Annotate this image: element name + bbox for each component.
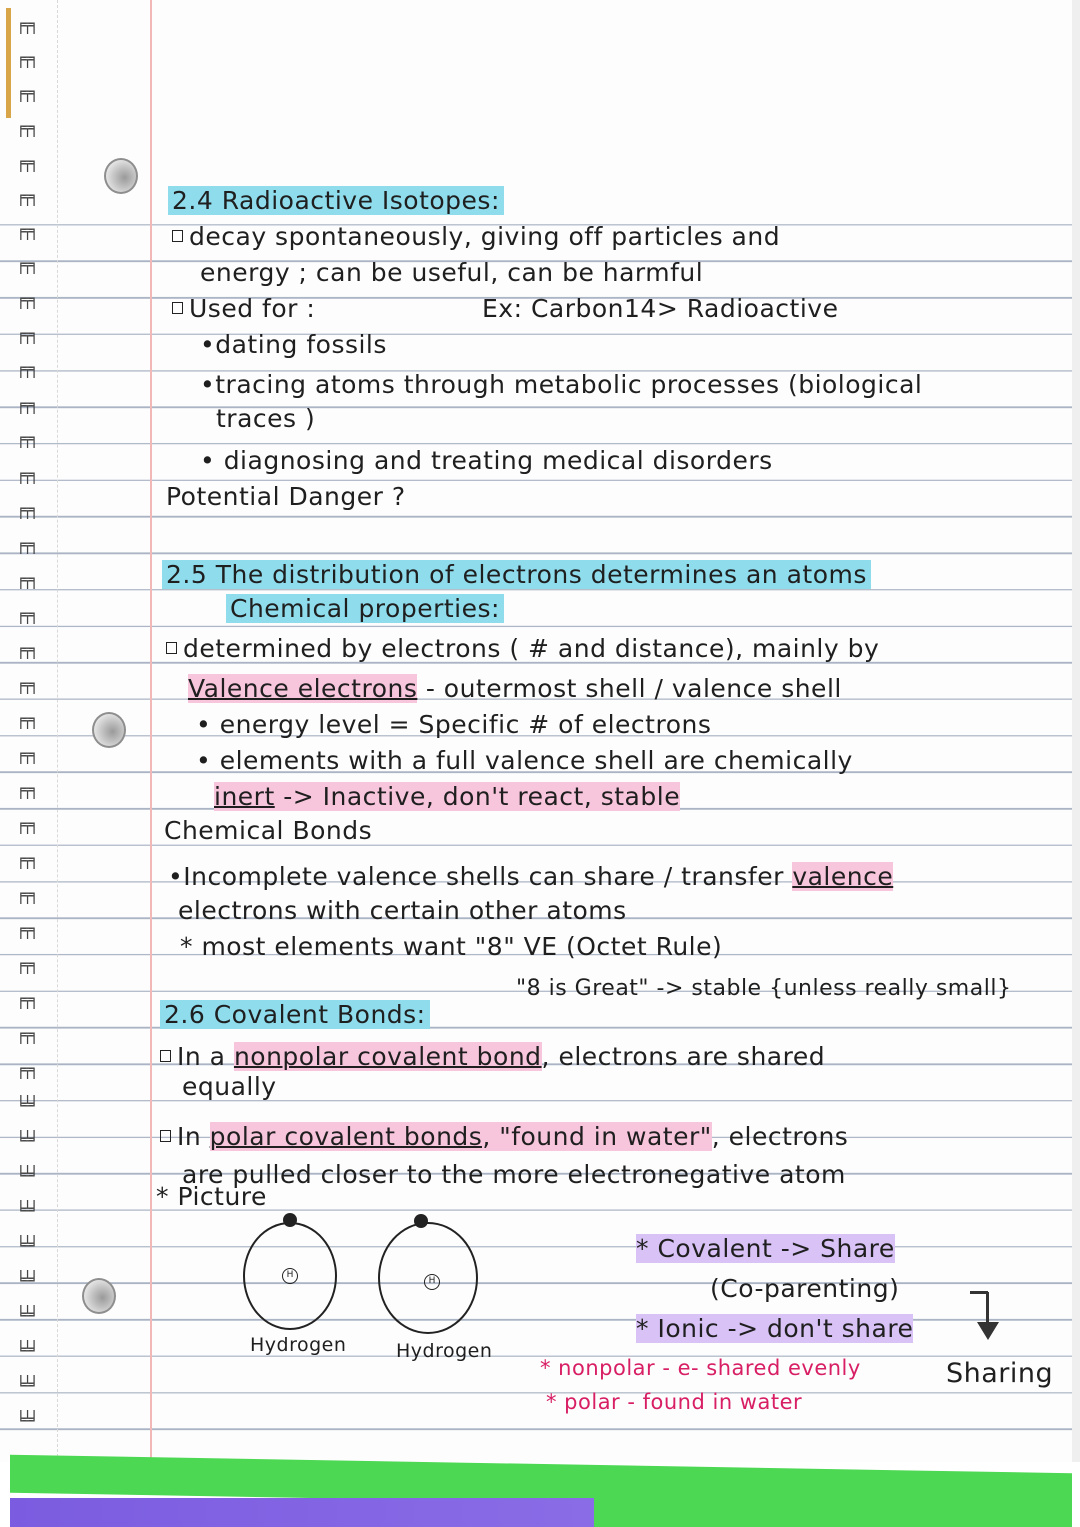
- margin-line: [150, 0, 152, 1462]
- polar-term: polar covalent bonds: [209, 1122, 483, 1151]
- section-heading-2-6: 2.6 Covalent Bonds:: [160, 1000, 430, 1029]
- nucleus-icon: H: [424, 1274, 440, 1290]
- checkbox-icon: [160, 1130, 171, 1142]
- spiral-coil-icon: ╒╤╕: [16, 255, 36, 274]
- perforation-line: [57, 0, 58, 1462]
- arrow-icon: [986, 1292, 989, 1326]
- checkbox-icon: [172, 230, 183, 242]
- spiral-coil-icon: ╒╤╕: [16, 1025, 36, 1044]
- bullet-item: • diagnosing and treating medical disorders: [200, 446, 773, 475]
- spiral-coil-icon: ╒╤╕: [16, 290, 36, 309]
- spiral-coil-icon: ╒╤╕: [16, 815, 36, 834]
- subheading-chemical-bonds: Chemical Bonds: [164, 816, 373, 845]
- note-line: Valence electrons - outermost shell / valence shell: [188, 674, 842, 703]
- spiral-coil-icon: ╒╤╕: [16, 465, 36, 484]
- note-line: decay spontaneously, giving off particles and: [172, 222, 780, 251]
- atom-label: Hydrogen: [250, 1334, 347, 1356]
- ionic-note: * Ionic -> don't share: [636, 1314, 914, 1343]
- spiral-coil-icon: ╘╧╛: [16, 1375, 36, 1394]
- spiral-coil-icon: ╒╤╕: [16, 325, 36, 344]
- note-line: In a nonpolar covalent bond, electrons are shared: [160, 1042, 825, 1071]
- spiral-coil-icon: ╒╤╕: [16, 605, 36, 624]
- spiral-coil-icon: ╒╤╕: [16, 153, 36, 172]
- octet-note: * most elements want "8" VE (Octet Rule): [180, 932, 723, 961]
- note-line: determined by electrons ( # and distance), mainly by: [166, 634, 879, 663]
- section-heading-2-5: 2.5 The distribution of electrons determines an atoms: [162, 560, 871, 589]
- spiral-coil-icon: ╒╤╕: [16, 83, 36, 102]
- note-line: are pulled closer to the more electronegative atom: [182, 1160, 846, 1189]
- spiral-coil-icon: ╒╤╕: [16, 49, 36, 68]
- note-line: In polar covalent bonds, "found in water", electrons: [160, 1122, 848, 1151]
- spiral-coil-icon: ╒╤╕: [16, 885, 36, 904]
- polar-side-note: * polar - found in water: [546, 1390, 803, 1414]
- spiral-coil-icon: ╒╤╕: [16, 640, 36, 659]
- checkbox-icon: [166, 642, 177, 654]
- punch-hole-icon: [104, 158, 138, 194]
- section-heading-2-5-cont: Chemical properties:: [226, 594, 504, 623]
- note-line: electrons with certain other atoms: [178, 896, 627, 925]
- binding-strip: [6, 8, 11, 118]
- spiral-coil-icon: ╒╤╕: [16, 500, 36, 519]
- spiral-coil-icon: ╒╤╕: [16, 920, 36, 939]
- note-line: inert -> Inactive, don't react, stable: [214, 782, 681, 811]
- spiral-coil-icon: ╒╤╕: [16, 780, 36, 799]
- bullet-item: •dating fossils: [200, 330, 387, 359]
- section-heading-2-4: 2.4 Radioactive Isotopes:: [168, 186, 504, 215]
- valence-term: valence: [792, 862, 894, 891]
- nonpolar-term: nonpolar covalent bond: [233, 1042, 542, 1071]
- bullet-item: •tracing atoms through metabolic processes (biological: [200, 370, 923, 399]
- question-note: Potential Danger ?: [166, 482, 406, 511]
- spiral-coil-icon: ╒╤╕: [16, 955, 36, 974]
- spiral-coil-icon: ╒╤╕: [16, 990, 36, 1009]
- checkbox-icon: [172, 302, 183, 314]
- picture-note: * Picture: [156, 1182, 267, 1211]
- coparenting-note: (Co-parenting): [710, 1274, 900, 1303]
- bullet-item: • elements with a full valence shell are chemically: [196, 746, 853, 775]
- spiral-coil-icon: ╒╤╕: [16, 429, 36, 448]
- arrow-down-icon: [977, 1322, 999, 1340]
- bullet-item: • energy level = Specific # of electrons: [196, 710, 712, 739]
- spiral-coil-icon: ╒╤╕: [16, 710, 36, 729]
- spiral-coil-icon: ╘╧╛: [16, 1305, 36, 1324]
- spiral-coil-icon: ╒╤╕: [16, 221, 36, 240]
- nonpolar-side-note: * nonpolar - e- shared evenly: [540, 1356, 861, 1380]
- spiral-coil-icon: ╘╧╛: [16, 1270, 36, 1289]
- spiral-coil-icon: ╒╤╕: [16, 187, 36, 206]
- spiral-coil-icon: ╒╤╕: [16, 675, 36, 694]
- spiral-coil-icon: ╒╤╕: [16, 745, 36, 764]
- spiral-coil-icon: ╘╧╛: [16, 1410, 36, 1429]
- note-line: energy ; can be useful, can be harmful: [200, 258, 704, 287]
- spiral-coil-icon: ╒╤╕: [16, 850, 36, 869]
- spiral-coil-icon: ╒╤╕: [16, 570, 36, 589]
- spiral-coil-icon: ╘╧╛: [16, 1340, 36, 1359]
- note-line: Used for :: [172, 294, 315, 323]
- octet-mnemonic: "8 is Great" -> stable {unless really small}: [516, 976, 1012, 1001]
- spiral-coil-icon: ╒╤╕: [16, 535, 36, 554]
- electron-icon: [414, 1214, 428, 1228]
- spiral-binding: [0, 0, 52, 1462]
- spiral-coil-icon: ╒╤╕: [16, 15, 36, 34]
- electron-icon: [283, 1213, 297, 1227]
- spiral-coil-icon: ╒╤╕: [16, 1060, 36, 1079]
- nucleus-icon: H: [282, 1268, 298, 1284]
- spiral-coil-icon: ╒╤╕: [16, 395, 36, 414]
- valence-term: Valence electrons: [188, 674, 418, 703]
- notebook-divider-purple: [10, 1498, 1072, 1527]
- covalent-note: * Covalent -> Share: [636, 1234, 895, 1263]
- sharing-note: Sharing: [946, 1358, 1054, 1389]
- spiral-coil-icon: ╒╤╕: [16, 118, 36, 137]
- spiral-coil-icon: ╒╤╕: [16, 359, 36, 378]
- inert-term: inert: [214, 782, 275, 811]
- note-line: •Incomplete valence shells can share / transfer valence: [168, 862, 894, 891]
- spiral-coil-icon: ╘╧╛: [16, 1200, 36, 1219]
- spiral-coil-icon: ╘╧╛: [16, 1095, 36, 1114]
- punch-hole-icon: [82, 1278, 116, 1314]
- example-note: Ex: Carbon14> Radioactive: [482, 294, 839, 323]
- punch-hole-icon: [92, 712, 126, 748]
- checkbox-icon: [160, 1050, 171, 1062]
- atom-label: Hydrogen: [396, 1340, 493, 1362]
- page-edge: [1072, 0, 1080, 1462]
- spiral-coil-icon: ╘╧╛: [16, 1165, 36, 1184]
- spiral-coil-icon: ╘╧╛: [16, 1130, 36, 1149]
- page-top-margin: [0, 0, 1072, 190]
- spiral-coil-icon: ╘╧╛: [16, 1235, 36, 1254]
- bullet-item: traces ): [216, 404, 316, 433]
- note-line: equally: [182, 1072, 277, 1101]
